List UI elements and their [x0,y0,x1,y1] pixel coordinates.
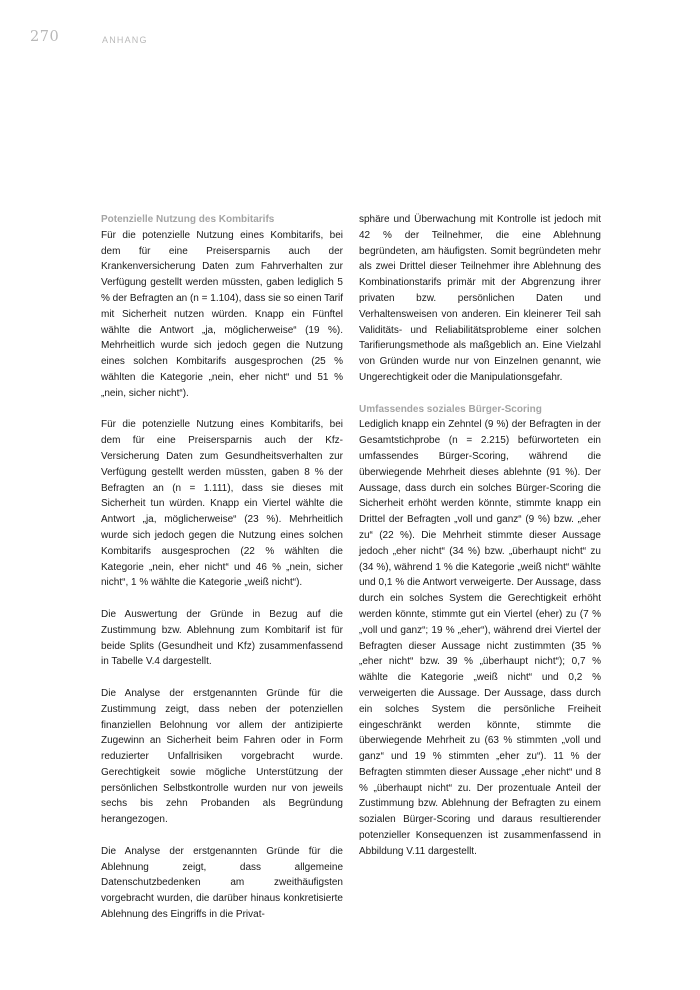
body-paragraph: sphäre und Überwachung mit Kontrolle ist jedoch mit 42 % der Teilnehmer, die eine Ablehnung begründeten, am häufigsten. Somit begründeten mehr als zwei Drittel dieser Teilnehmer ihre Ablehnung des Kombinationstarifs primär mit der Abgrenzung ihrer privaten bzw. persönlichen Daten und Verhaltensweisen von anderen. Ein kleinerer Teil sah Validitäts- und Reliabilitätsprobleme einer solchen Tarifierungsmethode als maßgeblich an. Eine Vielzahl von Gründen wurde nur von Einzelnen genannt, wie Ungerechtigkeit oder die Manipulationsgefahr. [359,214,601,383]
section-heading-buerger-scoring: Umfassendes soziales Bürger-Scoring [359,403,542,415]
body-paragraph: Für die potenzielle Nutzung eines Kombitarifs, bei dem für eine Preisersparnis auch der Krankenversicherung Daten zum Fahrverhalten zur Verfügung gestellt werden müssten, gaben lediglich 5 % der Befragten an (n = 1.104), dass sie so einen Tarif mit Sicherheit nutzen würden. Knapp ein Fünftel wählte die Antwort „ja, möglicherweise“ (19 %). Mehrheitlich wurde sich jedoch gegen die Nutzung eines solchen Kombitarifs ausgesprochen (25 % wählten die Kategorie „nein, eher nicht“ und 51 % „nein, sicher nicht“). [101,229,343,399]
body-paragraph: Die Auswertung der Gründe in Bezug auf die Zustimmung bzw. Ablehnung zum Kombitarif ist für beide Splits (Gesundheit und Kfz) zusammenfassend in Tabelle V.4 dargestellt. [101,608,343,668]
body-paragraph: Die Analyse der erstgenannten Gründe für die Zustimmung zeigt, dass neben der potenziellen finanziellen Belohnung vor allem der antizipierte Zugewinn an Sicherheit beim Fahren oder in Form reduzierter Unfallrisiken vorgebracht wurde. Gerechtigkeit sowie mögliche Unterstützung der persönlichen Selbstkontrolle wurden nur von jeweils sechs bis zehn Probanden als Begründung herangezogen. [101,687,343,826]
body-paragraph: Die Analyse der erstgenannten Gründe für die Ablehnung zeigt, dass allgemeine Datenschutzbedenken am zweithäufigsten vorgebracht wurden, die darüber hinaus konkretisierte Ablehnung des Eingriffs in die Privat- [101,845,343,921]
page-number: 270 [30,29,60,45]
right-column [359,212,601,860]
section-heading-kombitarif: Potenzielle Nutzung des Kombitarifs [101,214,275,225]
body-paragraph: Für die potenzielle Nutzung eines Kombitarifs, bei dem für eine Preisersparnis auch der Kfz-Versicherung Daten zum Gesundheitsverhalten zur Verfügung gestellt werden müssten, gaben 8 % der Befragten an (n = 1.111), dass sie dieses mit Sicherheit tun würden. Knapp ein Viertel wählte die Antwort „ja, möglicherweise“ (23 %). Mehrheitlich wurde sich jedoch gegen die Nutzung eines solchen Kombitarifs ausgesprochen (22 % wählten die Kategorie „nein, eher nicht“ und 46 % „nein, sicher nicht“, 1 % wählte die Kategorie „weiß nicht“). [101,419,343,589]
left-column [101,212,343,923]
running-head: ANHANG [102,35,148,45]
body-paragraph: Lediglich knapp ein Zehntel (9 %) der Befragten in der Gesamtstichprobe (n = 2.215) befürworteten ein umfassendes Bürger-Scoring, während die überwiegende Mehrheit dieses ablehnte (91 %). Der Aussage, dass durch ein solches Bürger-Scoring die Sicherheit erhöht werden könnte, stimmte knapp ein Drittel der Befragten „voll und ganz“ (9 %) bzw. „eher zu“ (22 %). Die Mehrheit stimmte dieser Aussage jedoch „eher nicht“ (34 %) bzw. „überhaupt nicht“ zu (34 %), während 1 % die Kategorie „weiß nicht“ wählte und 0,1 % die Antwort verweigerte. Der Aussage, dass durch ein solches System die Gerechtigkeit erhöht werden könnte, stimmte gut ein Viertel (eher) zu (7 % „voll und ganz“; 19 % „eher“), während drei Viertel der Befragten dieser Aussage nicht zustimmten (35 % „eher nicht“ bzw. 39 % „überhaupt nicht“); 0,7 % wählte die Kategorie „weiß nicht“ und 0,2 % verweigerten die Aussage. Der Aussage, dass durch ein solches System die persönliche Freiheit eingeschränkt werden könnte, stimmte die überwiegende Mehrheit zu (63 % stimmten „voll und ganz“ und 19 % stimmten „eher zu“). 11 % der Befragten stimmten dieser Aussage „eher nicht“ und 8 % „überhaupt nicht“ zu. Der prozentuale Anteil der Zustimmung bzw. Ablehnung der Befragten zu einem sozialen Bürger-Scoring und daraus resultierender potenzieller Konsequenzen ist zusammenfassend in Abbildung V.11 dargestellt. [359,419,601,857]
